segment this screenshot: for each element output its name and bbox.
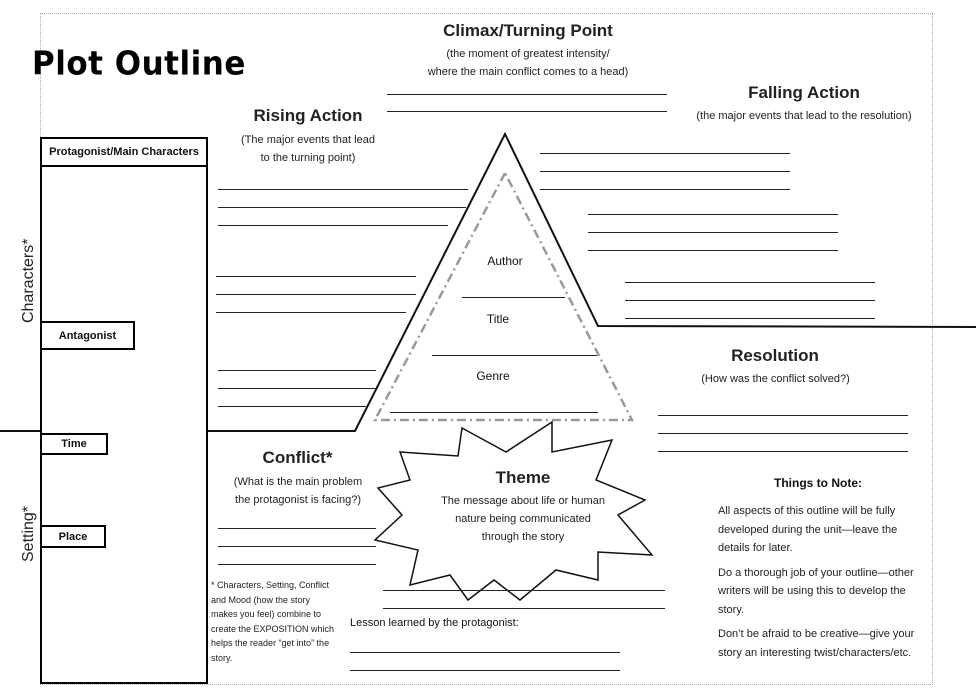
- rising-line-5[interactable]: [216, 294, 416, 295]
- antagonist-label: Antagonist: [58, 329, 117, 342]
- antagonist-box[interactable]: [40, 321, 135, 350]
- falling-line-2[interactable]: [540, 171, 790, 172]
- rising-line-6[interactable]: [216, 312, 406, 313]
- note-2c: story.: [718, 603, 745, 616]
- resolution-line-1[interactable]: [658, 415, 908, 416]
- theme-line-3: through the story: [481, 531, 565, 543]
- resolution-heading: Resolution: [731, 346, 819, 365]
- falling-line-4[interactable]: [588, 214, 838, 215]
- rising-line-8[interactable]: [218, 388, 376, 389]
- author-line[interactable]: [462, 297, 565, 298]
- conflict-line-2[interactable]: [218, 546, 376, 547]
- note-3a: Don’t be afraid to be creative—give your: [718, 628, 915, 640]
- time-label: Time: [61, 438, 87, 450]
- resolution-line-2[interactable]: [658, 433, 908, 434]
- footnote-line-6: story.: [211, 652, 233, 663]
- setting-side-label: Setting*: [20, 505, 37, 562]
- falling-line-3[interactable]: [540, 189, 790, 190]
- falling-heading: Falling Action: [748, 83, 860, 102]
- note-1b: developed during the unit—leave the: [718, 523, 898, 536]
- footnote-line-3: makes you feel) combine to: [211, 609, 322, 619]
- conflict-line-1[interactable]: [218, 528, 376, 529]
- climax-heading: Climax/Turning Point: [443, 21, 613, 40]
- rising-heading: Rising Action: [253, 106, 363, 125]
- resolution-sub-1: (How was the conflict solved?): [701, 373, 850, 385]
- rising-line-4[interactable]: [216, 276, 416, 277]
- place-box[interactable]: [40, 525, 106, 548]
- climax-line-2[interactable]: [387, 111, 667, 112]
- notes-heading: Things to Note:: [774, 476, 862, 490]
- genre-label: Genre: [476, 369, 510, 383]
- place-label: Place: [58, 530, 88, 543]
- lesson-line-2[interactable]: [350, 670, 620, 671]
- falling-line-1[interactable]: [540, 153, 790, 154]
- rising-line-9[interactable]: [218, 406, 366, 407]
- lesson-label: Lesson learned by the protagonist:: [350, 617, 519, 629]
- climax-sub-2: where the main conflict comes to a head): [427, 66, 629, 78]
- time-box[interactable]: [40, 433, 108, 455]
- falling-sub-1: (the major events that lead to the resolution): [696, 110, 912, 122]
- rising-line-3[interactable]: [218, 225, 448, 226]
- theme-answer-line-2[interactable]: [383, 608, 665, 609]
- rising-sub-1: (The major events that lead: [241, 134, 375, 146]
- footnote-line-5: helps the reader “get into” the: [211, 638, 330, 648]
- climax-line-1[interactable]: [387, 94, 667, 95]
- lesson-line-1[interactable]: [350, 652, 620, 653]
- rising-line-7[interactable]: [218, 370, 376, 371]
- conflict-line-3[interactable]: [218, 564, 376, 565]
- exposition-column: [40, 137, 208, 684]
- author-label: Author: [487, 254, 523, 268]
- note-2b: writers will be using this to develop the: [718, 585, 906, 597]
- protagonist-box[interactable]: [40, 137, 208, 167]
- note-2a: Do a thorough job of your outline—other: [718, 566, 914, 579]
- footnote-line-4: create the EXPOSITION which: [211, 623, 335, 634]
- falling-line-6[interactable]: [588, 250, 838, 251]
- conflict-heading: Conflict*: [262, 448, 333, 467]
- falling-line-9[interactable]: [625, 318, 875, 319]
- notes-body: [718, 502, 933, 662]
- rising-sub-2: to the turning point): [260, 152, 356, 164]
- falling-line-8[interactable]: [625, 300, 875, 301]
- conflict-sub-1: (What is the main problem: [233, 476, 363, 488]
- theme-answer-line-1[interactable]: [383, 590, 665, 591]
- genre-line[interactable]: [390, 412, 598, 413]
- note-1a: All aspects of this outline will be fully: [718, 505, 896, 517]
- note-1c: details for later.: [718, 542, 793, 554]
- falling-line-5[interactable]: [588, 232, 838, 233]
- title-line[interactable]: [432, 355, 597, 356]
- exposition-footnote: [211, 578, 351, 665]
- page-title: Plot Outline: [32, 45, 246, 83]
- theme-heading: Theme: [495, 468, 551, 487]
- footnote-line-1: * Characters, Setting, Conflict: [211, 580, 330, 590]
- resolution-line-3[interactable]: [658, 451, 908, 452]
- conflict-sub-2: the protagonist is facing?): [235, 494, 361, 506]
- theme-line-1: The message about life or human: [441, 495, 605, 507]
- falling-line-7[interactable]: [625, 282, 875, 283]
- rising-line-1[interactable]: [218, 189, 468, 190]
- theme-line-2: nature being communicated: [455, 513, 591, 525]
- note-3b: story an interesting twist/characters/etc.: [718, 646, 912, 659]
- protagonist-label: Protagonist/Main Characters: [49, 146, 199, 158]
- characters-side-label: Characters*: [20, 238, 37, 323]
- footnote-line-2: and Mood (how the story: [211, 594, 311, 605]
- rising-line-2[interactable]: [218, 207, 466, 208]
- climax-sub-1: (the moment of greatest intensity/: [446, 48, 610, 60]
- title-label: Title: [486, 312, 510, 326]
